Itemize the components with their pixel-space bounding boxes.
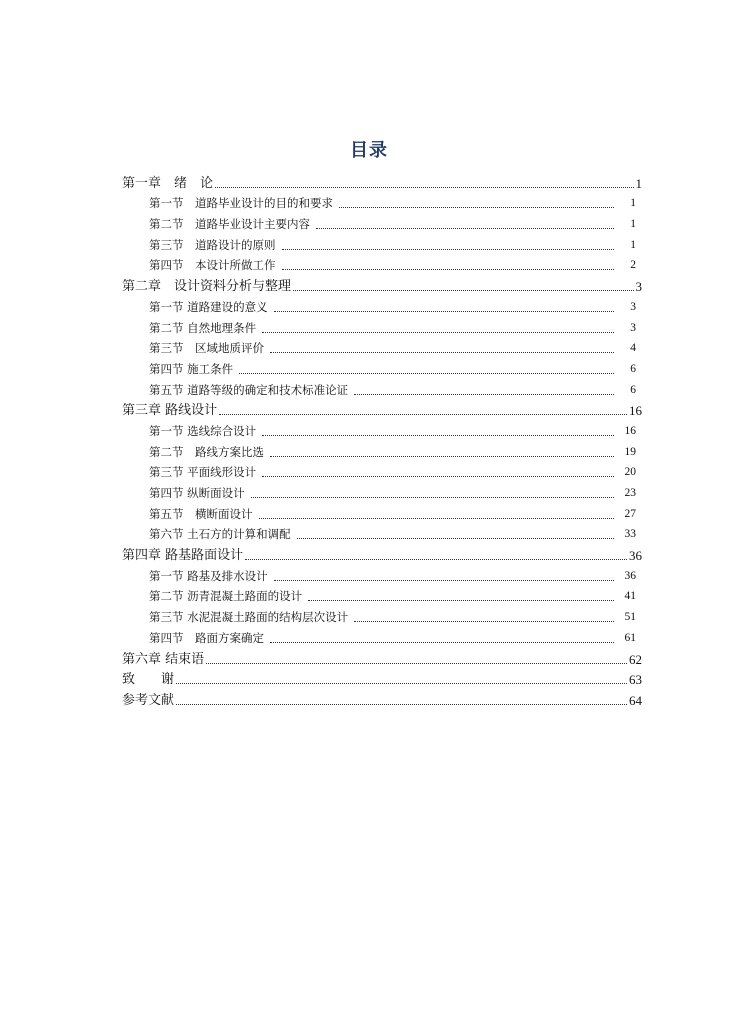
toc-entry-section[interactable]	[122, 294, 642, 315]
toc-entry-section[interactable]	[122, 211, 642, 232]
toc-entry-page-number: 3	[635, 279, 642, 295]
toc-entry-page-number: 62	[629, 651, 642, 667]
toc-entry-page-number: 63	[629, 672, 642, 688]
dot-leader	[262, 434, 614, 436]
toc-entry-section[interactable]	[122, 418, 642, 439]
toc-entry-label: 第三节 平面线形设计	[149, 465, 257, 480]
toc-title: 目录	[350, 140, 388, 161]
toc-entry-section[interactable]	[122, 460, 642, 481]
toc-entry-page-number: 51	[624, 611, 636, 624]
toc-entry-page-number: 61	[624, 631, 636, 644]
toc-entry-label: 第一节 路基及排水设计	[149, 568, 268, 583]
toc-list	[122, 170, 642, 708]
toc-entry-label: 第三节 水泥混凝土路面的结构层次设计	[149, 610, 349, 625]
toc-entry-label: 第三节 区域地质评价	[149, 341, 264, 356]
toc-entry-label: 第六章 结束语	[122, 651, 205, 667]
toc-entry-label: 致 谢	[122, 672, 175, 688]
toc-entry-page-number: 16	[629, 403, 642, 419]
toc-entry-page-number: 1	[630, 218, 636, 231]
dot-leader	[215, 186, 633, 188]
toc-entry-label: 第一章 绪 论	[122, 175, 214, 191]
toc-entry-label: 第一节 道路毕业设计的目的和要求	[149, 196, 333, 211]
toc-entry-section[interactable]	[122, 604, 642, 625]
toc-entry-label: 第一节 道路建设的意义	[149, 299, 268, 314]
toc-entry-page-number: 3	[630, 321, 636, 334]
toc-entry-chapter[interactable]	[122, 667, 642, 688]
toc-entry-section[interactable]	[122, 563, 642, 584]
toc-entry-page-number: 6	[630, 362, 636, 375]
toc-entry-page-number: 36	[624, 569, 636, 582]
toc-entry-page-number: 1	[630, 197, 636, 210]
toc-entry-label: 第三章 路线设计	[122, 403, 218, 419]
toc-entry-label: 第二节 沥青混凝土路面的设计	[149, 589, 303, 604]
dot-leader	[219, 413, 627, 415]
toc-entry-section[interactable]	[122, 625, 642, 646]
toc-entry-page-number: 6	[630, 383, 636, 396]
dot-leader	[297, 537, 614, 539]
toc-entry-page-number: 1	[630, 238, 636, 251]
dot-leader	[354, 620, 614, 622]
dot-leader	[354, 393, 614, 395]
toc-entry-page-number: 36	[629, 548, 642, 564]
toc-entry-page-number: 23	[624, 487, 636, 499]
toc-entry-page-number: 33	[624, 528, 636, 541]
toc-entry-chapter[interactable]	[122, 398, 642, 419]
toc-entry-label: 第四节 施工条件	[149, 361, 234, 376]
dot-leader	[270, 351, 614, 353]
dot-leader	[293, 289, 633, 291]
toc-entry-section[interactable]	[122, 377, 642, 398]
dot-leader	[316, 227, 614, 229]
toc-entry-page-number: 16	[624, 424, 636, 437]
toc-entry-page-number: 2	[630, 259, 636, 272]
toc-entry-chapter[interactable]	[122, 542, 642, 563]
dot-leader	[262, 331, 614, 333]
toc-entry-label: 第六节 土石方的计算和调配	[149, 527, 291, 542]
dot-leader	[206, 662, 627, 664]
dot-leader	[282, 248, 615, 250]
dot-leader	[274, 579, 614, 581]
toc-entry-page-number: 20	[624, 466, 636, 479]
toc-entry-section[interactable]	[122, 356, 642, 377]
toc-entry-page-number: 19	[624, 445, 636, 458]
toc-entry-section[interactable]	[122, 439, 642, 460]
toc-entry-label: 第二节 自然地理条件	[149, 320, 257, 335]
toc-entry-section[interactable]	[122, 522, 642, 543]
toc-entry-chapter[interactable]	[122, 646, 642, 667]
toc-entry-label: 第二节 道路毕业设计主要内容	[149, 217, 310, 232]
toc-entry-page-number: 3	[630, 300, 636, 313]
dot-leader	[239, 372, 614, 374]
toc-entry-section[interactable]	[122, 336, 642, 357]
toc-entry-section[interactable]	[122, 232, 642, 253]
dot-leader	[176, 703, 627, 705]
dot-leader	[251, 496, 614, 498]
toc-entry-page-number: 1	[635, 175, 642, 191]
toc-entry-section[interactable]	[122, 501, 642, 522]
toc-entry-section[interactable]	[122, 253, 642, 274]
toc-entry-label: 第四节 纵断面设计	[149, 486, 245, 500]
toc-entry-section[interactable]	[122, 584, 642, 605]
toc-entry-label: 第二章 设计资料分析与整理	[122, 279, 292, 295]
toc-entry-section[interactable]	[122, 480, 642, 501]
toc-entry-label: 第一节 选线综合设计	[149, 423, 257, 438]
dot-leader	[339, 206, 614, 208]
toc-entry-label: 参考文献	[122, 692, 175, 708]
toc-entry-page-number: 4	[630, 342, 636, 355]
toc-entry-chapter[interactable]	[122, 687, 642, 708]
dot-leader	[270, 641, 614, 643]
dot-leader	[270, 455, 614, 457]
toc-entry-page-number: 64	[629, 692, 642, 708]
toc-entry-label: 第五节 道路等级的确定和技术标准论证	[149, 382, 349, 397]
toc-entry-chapter[interactable]	[122, 273, 642, 294]
toc-entry-label: 第二节 路线方案比选	[149, 444, 264, 459]
dot-leader	[259, 517, 615, 519]
dot-leader	[274, 310, 614, 312]
toc-entry-label: 第四节 路面方案确定	[149, 630, 264, 645]
dot-leader	[245, 558, 627, 560]
dot-leader	[308, 599, 614, 601]
toc-entry-chapter[interactable]	[122, 170, 642, 191]
toc-entry-label: 第五节 横断面设计	[149, 506, 253, 521]
toc-entry-page-number: 27	[624, 507, 636, 520]
toc-entry-label: 第四节 本设计所做工作	[149, 258, 276, 273]
dot-leader	[176, 682, 627, 684]
toc-entry-label: 第四章 路基路面设计	[122, 548, 244, 564]
toc-entry-section[interactable]	[122, 315, 642, 336]
toc-entry-page-number: 41	[624, 590, 636, 603]
toc-entry-section[interactable]	[122, 191, 642, 212]
dot-leader	[282, 268, 615, 270]
toc-entry-label: 第三节 道路设计的原则	[149, 237, 276, 252]
dot-leader	[262, 475, 614, 477]
